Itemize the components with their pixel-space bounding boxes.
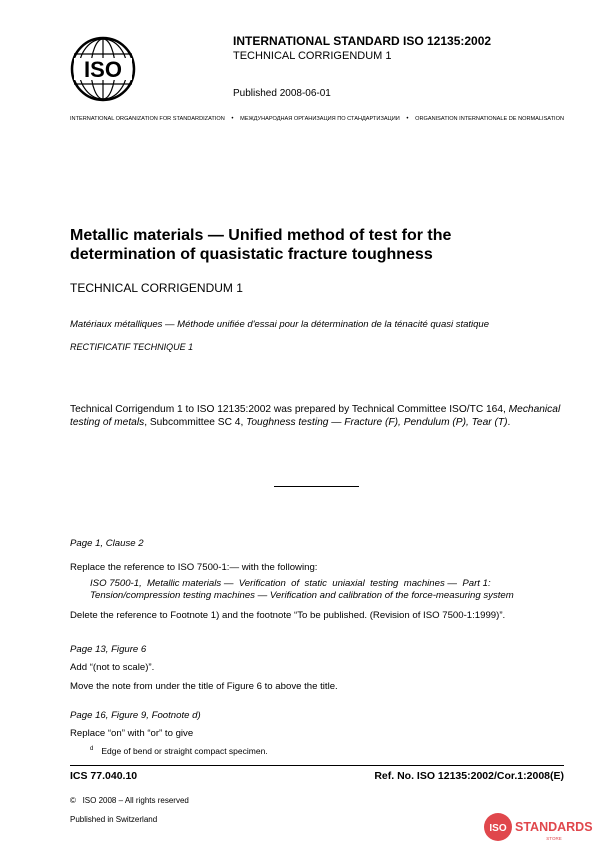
section-2-move: Move the note from under the title of Figure 6 to above the title. [70, 681, 338, 692]
section-1-replace: Replace the reference to ISO 7500-1:— with the following: [70, 562, 318, 573]
intro-text-c: , Subcommittee SC 4, [144, 417, 247, 428]
copyright: © ISO 2008 – All rights reserved [70, 796, 189, 805]
footer-rule [70, 765, 564, 766]
watermark-sub: STORE [546, 836, 562, 841]
org-name-en: INTERNATIONAL ORGANIZATION FOR STANDARDIZATION [70, 116, 225, 122]
org-name-fr: ORGANISATION INTERNATIONALE DE NORMALISATION [415, 116, 564, 122]
intro-text-a: Technical Corrigendum 1 to ISO 12135:2002 was prepared by Technical Committee ISO/TC 164, [70, 404, 509, 415]
watermark-text: STANDARDS [515, 820, 593, 834]
section-1-delete: Delete the reference to Footnote 1) and the footnote “To be published. (Revision of ISO 7500-1:1999)”. [70, 610, 506, 621]
french-tc: RECTIFICATIF TECHNIQUE 1 [70, 342, 194, 352]
intro-paragraph [70, 403, 566, 429]
standards-store-watermark [482, 810, 594, 844]
document-title [70, 226, 540, 264]
section-3-heading: Page 16, Figure 9, Footnote d) [70, 710, 201, 721]
footnote-mark: d [90, 746, 94, 752]
ics-code: ICS 77.040.10 [70, 770, 138, 782]
corrigendum-label: TECHNICAL CORRIGENDUM 1 [233, 50, 392, 62]
reference-number: Ref. No. ISO 12135:2002/Cor.1:2008(E) [374, 770, 564, 782]
title-line-2: determination of quasistatic fracture toughness [70, 246, 433, 263]
footnote-text: Edge of bend or straight compact specimen. [101, 746, 268, 756]
reference-line-1: ISO 7500-1, Metallic materials — Verification of static uniaxial testing machines — Part 1: [90, 578, 491, 589]
section-2-add: Add “(not to scale)”. [70, 662, 155, 673]
reference-line-2: Tension/compression testing machines — Verification and calibration of the force-measuring system [90, 590, 514, 601]
intro-text-b: Mechanical testing of metals [70, 404, 561, 428]
section-1-heading: Page 1, Clause 2 [70, 538, 144, 549]
watermark-logo: ISO [489, 823, 507, 834]
section-2-heading: Page 13, Figure 6 [70, 644, 147, 655]
separator-dot: • [231, 116, 234, 122]
intro-text-e: . [507, 417, 511, 428]
footnote-line [90, 746, 268, 756]
standard-title: INTERNATIONAL STANDARD ISO 12135:2002 [233, 34, 492, 48]
tc-heading: TECHNICAL CORRIGENDUM 1 [70, 281, 243, 295]
published-date: Published 2008-06-01 [233, 88, 331, 99]
iso-logo-text: ISO [84, 57, 122, 82]
french-title: Matériaux métalliques — Méthode unifiée d'essai pour la détermination de la ténacité quasi statique [70, 319, 490, 330]
organization-names [70, 116, 564, 122]
published-in: Published in Switzerland [70, 815, 158, 824]
section-1-reference [90, 578, 564, 602]
title-line-1: Metallic materials — Unified method of test for the [70, 227, 452, 244]
iso-logo [70, 36, 136, 102]
section-3-replace: Replace “on” with “or” to give [70, 728, 194, 739]
divider [274, 486, 359, 487]
separator-dot: • [406, 116, 409, 122]
intro-text-d: Toughness testing — Fracture (F), Pendulum (P), Tear (T) [246, 417, 508, 428]
org-name-ru: МЕЖДУНАРОДНАЯ ОРГАНИЗАЦИЯ ПО СТАНДАРТИЗАЦИИ [240, 116, 400, 122]
